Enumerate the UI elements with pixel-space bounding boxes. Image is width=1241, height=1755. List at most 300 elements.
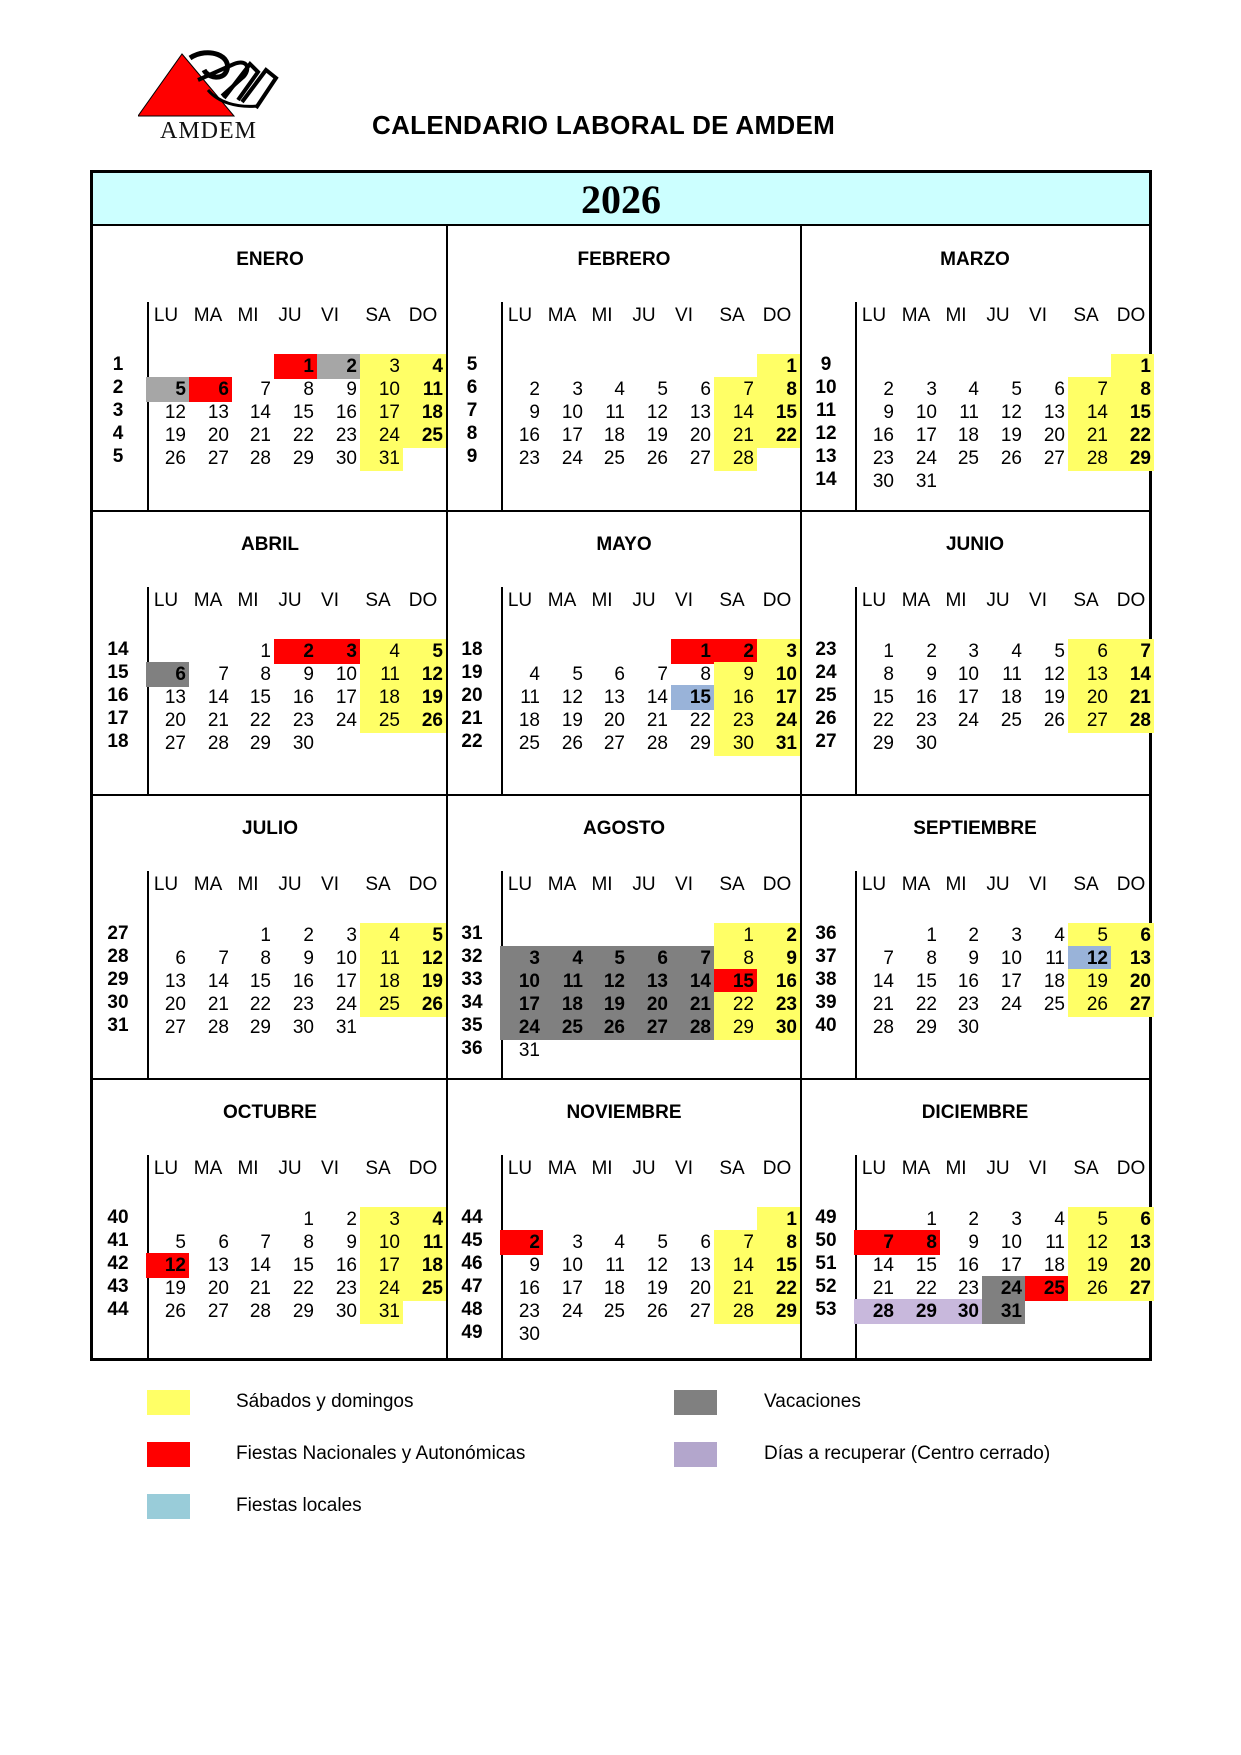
day-cell: 24: [915, 448, 937, 469]
month-septiembre: [801, 795, 1149, 1079]
week-number: 24: [815, 662, 837, 683]
day-cell: 29: [249, 1017, 271, 1038]
amdem-logo-mark: [138, 50, 288, 125]
day-cell: 10: [335, 948, 357, 969]
day-cell: 16: [292, 687, 314, 708]
day-header: MA: [193, 590, 223, 611]
day-header: DO: [762, 874, 792, 895]
day-cell: 26: [164, 448, 186, 469]
day-cell: 17: [915, 425, 937, 446]
month-name: JUNIO: [945, 534, 1005, 555]
day-cell: 4: [529, 664, 540, 685]
day-cell: 29: [689, 733, 711, 754]
week-number: 40: [815, 1015, 837, 1036]
week-number: 7: [466, 400, 478, 421]
day-cell: 16: [335, 402, 357, 423]
day-cell: 1: [757, 354, 800, 379]
day-cell: 8: [714, 946, 757, 971]
day-cell: 9: [968, 1232, 979, 1253]
day-cell: 5: [1068, 1207, 1111, 1232]
day-header: VI: [1029, 305, 1047, 326]
day-cell: 21: [207, 710, 229, 731]
page-title: CALENDARIO LABORAL DE AMDEM: [372, 110, 836, 140]
day-cell: 24: [757, 708, 800, 733]
day-cell: 30: [292, 1017, 314, 1038]
day-cell: 11: [360, 662, 403, 687]
month-julio: [93, 795, 447, 1079]
day-cell: 13: [1111, 1230, 1154, 1255]
day-header: VI: [1029, 1158, 1047, 1179]
day-cell: 12: [646, 402, 668, 423]
day-cell: 9: [714, 662, 757, 687]
day-cell: 9: [303, 664, 314, 685]
day-cell: 20: [164, 710, 186, 731]
day-cell: 15: [1111, 400, 1154, 425]
month-marzo: [801, 226, 1149, 511]
day-cell: 14: [646, 687, 668, 708]
day-header: MI: [237, 590, 259, 611]
day-header: JU: [986, 1158, 1010, 1179]
day-cell: 24: [335, 994, 357, 1015]
day-cell: 16: [292, 971, 314, 992]
week-number: 6: [466, 377, 478, 398]
day-cell: 26: [561, 733, 583, 754]
week-number: 16: [107, 685, 129, 706]
day-cell: 24: [561, 448, 583, 469]
day-cell: 23: [957, 994, 979, 1015]
day-cell: 27: [689, 448, 711, 469]
day-cell: 28: [249, 1301, 271, 1322]
day-cell: 4: [543, 946, 586, 971]
day-cell: 10: [360, 377, 403, 402]
day-cell: 7: [714, 377, 757, 402]
day-cell: 17: [1000, 1255, 1022, 1276]
day-cell: 26: [646, 448, 668, 469]
day-header: MI: [591, 305, 613, 326]
week-number: 22: [461, 731, 483, 752]
day-cell: 15: [292, 402, 314, 423]
week-number: 14: [815, 469, 837, 490]
day-header: MI: [591, 874, 613, 895]
week-number: 19: [461, 662, 483, 683]
day-cell: 14: [872, 1255, 894, 1276]
day-header: DO: [408, 1158, 438, 1179]
day-cell: 20: [628, 992, 671, 1017]
day-cell: 13: [689, 1255, 711, 1276]
day-cell: 24: [500, 1015, 543, 1040]
week-number: 33: [461, 969, 483, 990]
day-cell: 2: [757, 923, 800, 948]
day-cell: 22: [292, 425, 314, 446]
day-header: MI: [591, 590, 613, 611]
legend-weekend-label: Sábados y domingos: [236, 1391, 414, 1412]
week-number: 27: [107, 923, 129, 944]
month-name: DICIEMBRE: [921, 1102, 1029, 1123]
day-cell: 21: [714, 1276, 757, 1301]
day-header: MA: [901, 874, 931, 895]
day-cell: 21: [714, 423, 757, 448]
day-cell: 23: [518, 1301, 540, 1322]
legend-vacation-label: Vacaciones: [764, 1391, 861, 1412]
day-header: MA: [901, 590, 931, 611]
day-cell: 18: [603, 1278, 625, 1299]
day-cell: 13: [164, 971, 186, 992]
day-cell: 9: [346, 1232, 357, 1253]
day-cell: 13: [164, 687, 186, 708]
day-cell: 27: [164, 733, 186, 754]
day-cell: 17: [1000, 971, 1022, 992]
day-cell: 30: [939, 1299, 982, 1324]
day-cell: 17: [500, 992, 543, 1017]
day-cell: 27: [164, 1017, 186, 1038]
day-cell: 31: [982, 1299, 1025, 1324]
day-cell: 23: [714, 708, 757, 733]
day-header: DO: [762, 1158, 792, 1179]
day-cell: 4: [968, 379, 979, 400]
day-cell: 24: [360, 423, 403, 448]
day-cell: 2: [274, 639, 317, 664]
week-number: 12: [815, 423, 837, 444]
day-cell: 28: [671, 1015, 714, 1040]
legend-holiday-swatch: [147, 1442, 190, 1467]
month-name: MAYO: [596, 534, 652, 555]
day-cell: 31: [757, 731, 800, 756]
day-cell: 13: [689, 402, 711, 423]
day-cell: 16: [518, 1278, 540, 1299]
day-cell: 20: [1068, 685, 1111, 710]
day-cell: 26: [1000, 448, 1022, 469]
day-cell: 3: [1011, 925, 1022, 946]
month-name: MARZO: [940, 249, 1010, 270]
day-cell: 10: [957, 664, 979, 685]
week-number: 9: [466, 446, 478, 467]
week-number: 36: [815, 923, 837, 944]
day-cell: 19: [561, 710, 583, 731]
week-number: 9: [820, 354, 832, 375]
day-cell: 7: [260, 1232, 271, 1253]
day-cell: 22: [757, 1276, 800, 1301]
day-header: MA: [547, 590, 577, 611]
day-cell: 12: [585, 969, 628, 994]
day-header: VI: [675, 305, 693, 326]
day-cell: 22: [292, 1278, 314, 1299]
amdem-logo: [138, 50, 288, 150]
day-cell: 30: [915, 733, 937, 754]
day-cell: 19: [646, 1278, 668, 1299]
week-number: 29: [107, 969, 129, 990]
day-cell: 4: [403, 1207, 446, 1232]
day-cell: 27: [1068, 708, 1111, 733]
day-cell: 27: [628, 1015, 671, 1040]
day-cell: 25: [1000, 710, 1022, 731]
day-cell: 3: [572, 1232, 583, 1253]
day-cell: 11: [543, 969, 586, 994]
day-cell: 13: [207, 1255, 229, 1276]
day-cell: 10: [360, 1230, 403, 1255]
week-number: 46: [461, 1253, 483, 1274]
day-cell: 27: [207, 1301, 229, 1322]
day-cell: 15: [757, 400, 800, 425]
month-name: ABRIL: [240, 534, 300, 555]
day-cell: 20: [1043, 425, 1065, 446]
day-cell: 18: [603, 425, 625, 446]
day-cell: 31: [915, 471, 937, 492]
day-cell: 17: [335, 971, 357, 992]
week-number: 49: [461, 1322, 483, 1343]
day-cell: 14: [249, 402, 271, 423]
week-number: 41: [107, 1230, 129, 1251]
day-cell: 14: [671, 969, 714, 994]
day-cell: 28: [646, 733, 668, 754]
day-cell: 12: [1068, 946, 1111, 971]
day-cell: 21: [207, 994, 229, 1015]
day-cell: 27: [207, 448, 229, 469]
legend-local-swatch: [147, 1494, 190, 1519]
day-cell: 23: [292, 710, 314, 731]
week-number: 38: [815, 969, 837, 990]
day-cell: 22: [872, 710, 894, 731]
day-cell: 16: [872, 425, 894, 446]
week-number: 47: [461, 1276, 483, 1297]
month-name: AGOSTO: [583, 818, 665, 839]
week-number: 1: [112, 354, 124, 375]
day-cell: 1: [303, 1209, 314, 1230]
day-header: SA: [365, 590, 391, 611]
week-number: 4: [112, 423, 124, 444]
day-header: SA: [1073, 590, 1099, 611]
day-header: LU: [507, 1158, 533, 1179]
day-cell: 2: [529, 379, 540, 400]
week-number: 25: [815, 685, 837, 706]
day-cell: 18: [403, 1253, 446, 1278]
day-header: MA: [547, 874, 577, 895]
day-cell: 16: [714, 685, 757, 710]
day-cell: 1: [1111, 354, 1154, 379]
day-cell: 29: [897, 1299, 940, 1324]
day-cell: 19: [1043, 687, 1065, 708]
day-cell: 1: [757, 1207, 800, 1232]
day-header: MA: [193, 874, 223, 895]
day-cell: 19: [1068, 1253, 1111, 1278]
day-cell: 1: [714, 923, 757, 948]
day-cell: 26: [1068, 1276, 1111, 1301]
day-cell: 25: [518, 733, 540, 754]
day-cell: 9: [968, 948, 979, 969]
day-header: LU: [153, 305, 179, 326]
day-cell: 3: [346, 925, 357, 946]
day-cell: 7: [854, 1230, 897, 1255]
day-cell: 3: [317, 639, 360, 664]
day-cell: 17: [561, 1278, 583, 1299]
day-cell: 14: [714, 400, 757, 425]
day-cell: 20: [1111, 969, 1154, 994]
week-number: 35: [461, 1015, 483, 1036]
day-cell: 15: [915, 1255, 937, 1276]
day-cell: 8: [260, 948, 271, 969]
month-agosto: [447, 795, 801, 1079]
day-header: VI: [1029, 874, 1047, 895]
day-cell: 18: [518, 710, 540, 731]
year-label: 2026: [93, 173, 1149, 226]
day-cell: 23: [335, 425, 357, 446]
day-cell: 18: [957, 425, 979, 446]
day-cell: 17: [360, 400, 403, 425]
day-cell: 25: [957, 448, 979, 469]
day-cell: 30: [757, 1015, 800, 1040]
day-header: LU: [861, 305, 887, 326]
month-name: NOVIEMBRE: [566, 1102, 682, 1123]
week-number: 44: [461, 1207, 483, 1228]
day-cell: 19: [1068, 969, 1111, 994]
day-cell: 29: [1111, 446, 1154, 471]
day-cell: 11: [605, 402, 625, 423]
day-cell: 25: [403, 1276, 446, 1301]
day-cell: 21: [1111, 685, 1154, 710]
day-cell: 8: [897, 1230, 940, 1255]
day-header: LU: [153, 590, 179, 611]
day-cell: 28: [872, 1017, 894, 1038]
week-number: 15: [107, 662, 129, 683]
day-cell: 2: [346, 1209, 357, 1230]
day-header: JU: [278, 590, 302, 611]
day-cell: 26: [1068, 992, 1111, 1017]
day-cell: 2: [303, 925, 314, 946]
month-junio: [801, 511, 1149, 795]
day-cell: 8: [926, 948, 937, 969]
day-cell: 26: [585, 1015, 628, 1040]
day-cell: 24: [335, 710, 357, 731]
day-cell: 12: [1068, 1230, 1111, 1255]
week-number: 21: [461, 708, 483, 729]
day-cell: 30: [872, 471, 894, 492]
day-header: MA: [901, 1158, 931, 1179]
day-header: JU: [632, 305, 656, 326]
day-cell: 24: [982, 1276, 1025, 1301]
day-cell: 10: [500, 969, 543, 994]
day-cell: 3: [926, 379, 937, 400]
day-header: MI: [945, 590, 967, 611]
day-header: JU: [632, 1158, 656, 1179]
day-cell: 24: [957, 710, 979, 731]
week-number: 44: [107, 1299, 129, 1320]
day-header: DO: [762, 590, 792, 611]
day-cell: 28: [207, 733, 229, 754]
week-number: 43: [107, 1276, 129, 1297]
day-cell: 13: [1043, 402, 1065, 423]
day-cell: 23: [757, 992, 800, 1017]
day-cell: 5: [403, 639, 446, 664]
day-cell: 13: [628, 969, 671, 994]
week-number: 31: [107, 1015, 129, 1036]
month-noviembre: [447, 1079, 801, 1358]
day-cell: 28: [854, 1299, 897, 1324]
week-number: 18: [107, 731, 129, 752]
calendar-grid: [90, 170, 1152, 1361]
day-cell: 15: [249, 971, 271, 992]
day-cell: 18: [360, 969, 403, 994]
day-cell: 7: [883, 948, 894, 969]
day-cell: 20: [603, 710, 625, 731]
week-number: 18: [461, 639, 483, 660]
month-diciembre: [801, 1079, 1149, 1358]
day-cell: 16: [957, 1255, 979, 1276]
day-cell: 19: [403, 969, 446, 994]
day-cell: 9: [926, 664, 937, 685]
logo-text: AMDEM: [160, 118, 258, 144]
day-cell: 17: [335, 687, 357, 708]
day-cell: 15: [714, 969, 757, 994]
day-cell: 7: [218, 664, 229, 685]
week-number: 5: [466, 354, 478, 375]
day-header: LU: [861, 590, 887, 611]
week-number: 13: [815, 446, 837, 467]
day-cell: 4: [1054, 1209, 1065, 1230]
day-cell: 26: [164, 1301, 186, 1322]
day-cell: 28: [249, 448, 271, 469]
day-header: VI: [675, 1158, 693, 1179]
day-cell: 24: [561, 1301, 583, 1322]
day-cell: 5: [1068, 923, 1111, 948]
legend-vacation-swatch: [674, 1390, 717, 1415]
day-cell: 2: [714, 639, 757, 664]
day-cell: 5: [657, 1232, 668, 1253]
day-header: MA: [547, 1158, 577, 1179]
day-cell: 22: [915, 1278, 937, 1299]
week-number: 30: [107, 992, 129, 1013]
day-cell: 6: [628, 946, 671, 971]
day-cell: 5: [175, 1232, 186, 1253]
day-cell: 22: [757, 423, 800, 448]
day-cell: 10: [561, 402, 583, 423]
legend-weekend-swatch: [147, 1390, 190, 1415]
day-cell: 19: [646, 425, 668, 446]
day-cell: 15: [757, 1253, 800, 1278]
day-cell: 2: [500, 1230, 543, 1255]
day-cell: 2: [317, 354, 360, 379]
day-header: DO: [408, 305, 438, 326]
day-cell: 23: [872, 448, 894, 469]
day-cell: 12: [561, 687, 583, 708]
day-header: DO: [762, 305, 792, 326]
day-header: JU: [278, 1158, 302, 1179]
day-cell: 19: [585, 992, 628, 1017]
week-number: 11: [815, 400, 837, 421]
day-cell: 10: [1000, 1232, 1022, 1253]
day-cell: 17: [360, 1253, 403, 1278]
day-cell: 19: [164, 425, 186, 446]
day-cell: 25: [403, 423, 446, 448]
day-cell: 21: [249, 425, 271, 446]
day-header: MA: [193, 1158, 223, 1179]
day-header: DO: [1116, 874, 1146, 895]
day-cell: 18: [1000, 687, 1022, 708]
day-cell: 3: [572, 379, 583, 400]
day-cell: 7: [714, 1230, 757, 1255]
day-header: SA: [719, 1158, 745, 1179]
day-cell: 27: [603, 733, 625, 754]
day-cell: 2: [883, 379, 894, 400]
day-cell: 29: [714, 1015, 757, 1040]
week-number: 31: [461, 923, 483, 944]
day-cell: 28: [714, 1299, 757, 1324]
day-cell: 3: [968, 641, 979, 662]
week-number: 42: [107, 1253, 129, 1274]
day-header: DO: [1116, 305, 1146, 326]
day-cell: 8: [260, 664, 271, 685]
day-cell: 6: [1111, 1207, 1154, 1232]
day-cell: 29: [757, 1299, 800, 1324]
day-cell: 5: [403, 923, 446, 948]
